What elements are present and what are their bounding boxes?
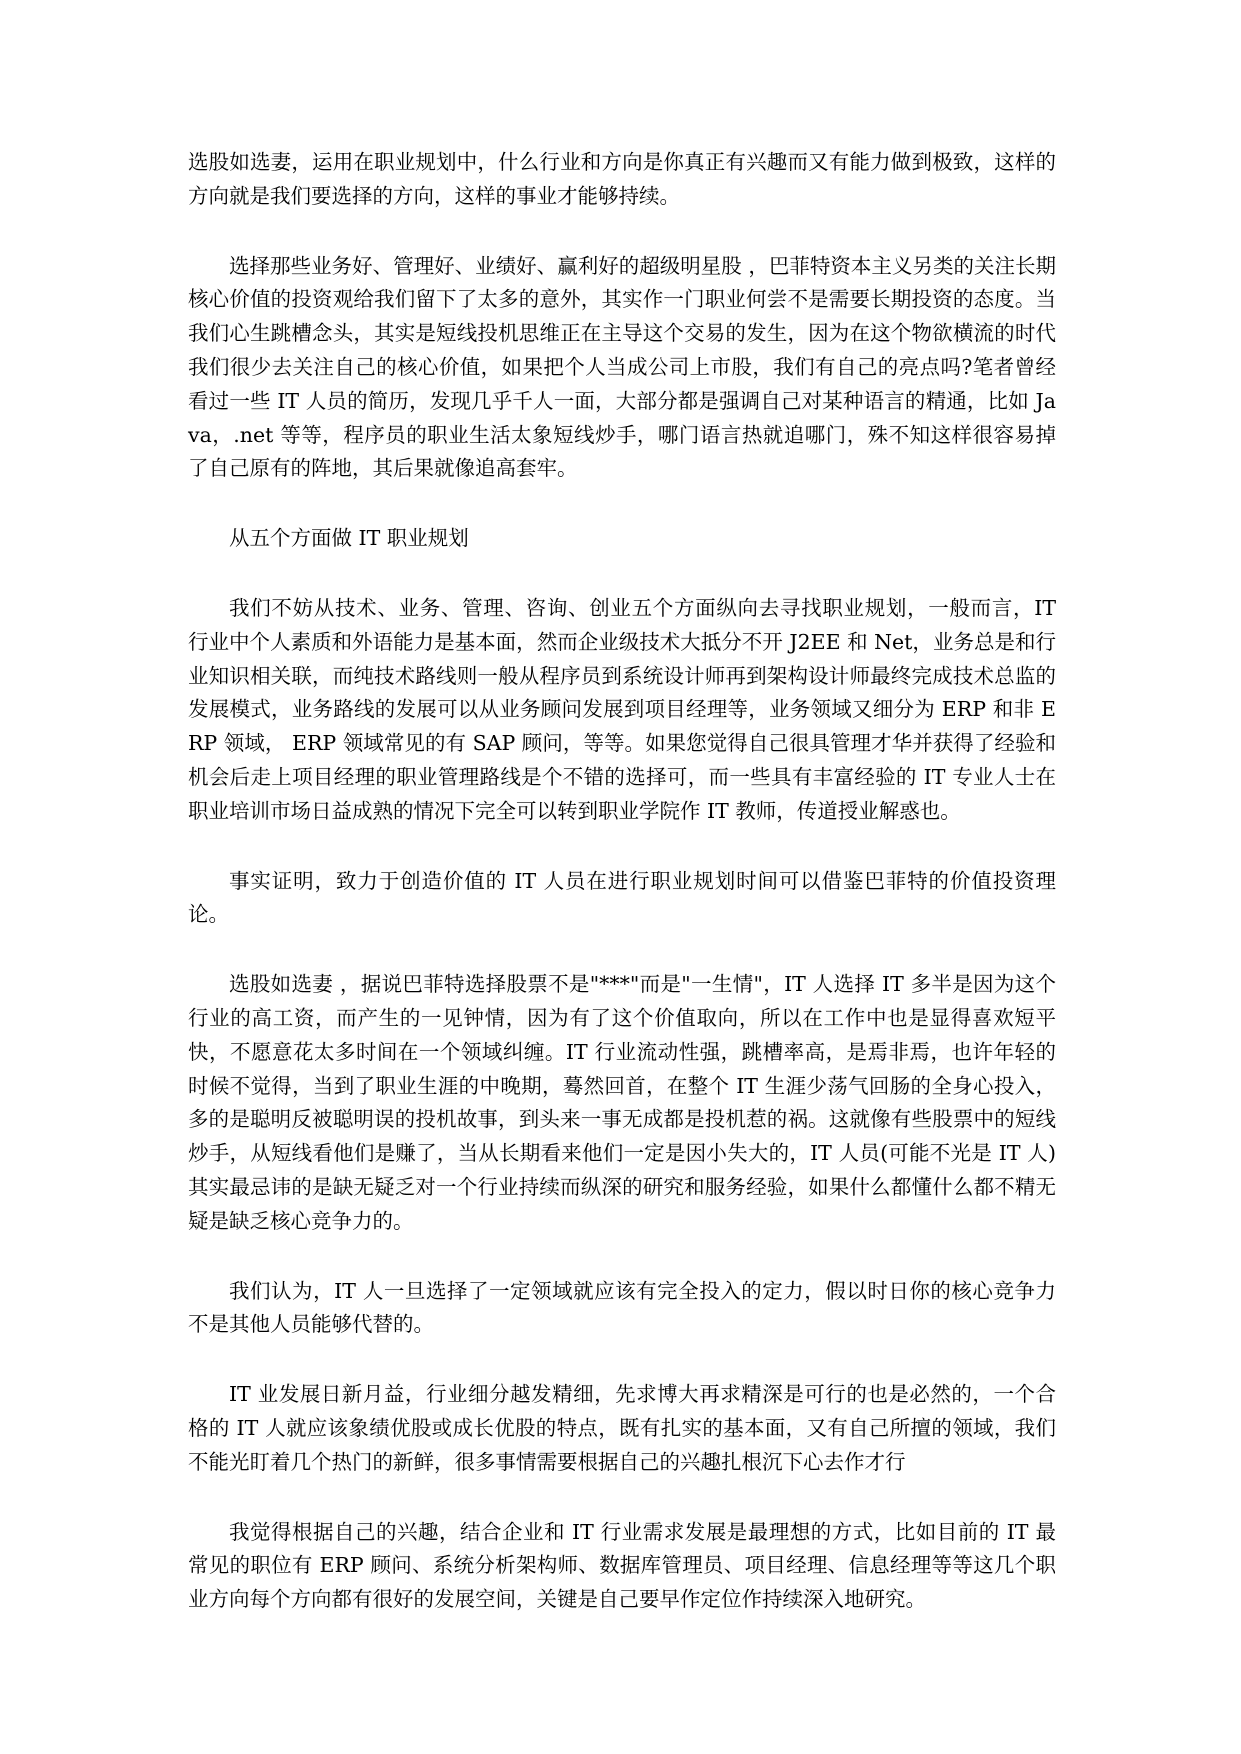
paragraph-interest: 我觉得根据自己的兴趣，结合企业和 IT 行业需求发展是最理想的方式，比如目前的 IT 最常见的职位有 ERP 顾问、系统分析架构师、数据库管理员、项目经理、信息经理等等这几个职业方向每个方向都有很好的发展空间，关键是自己要早作定位作持续深入地研究。 bbox=[188, 1519, 1056, 1612]
document-page bbox=[188, 146, 1056, 1653]
paragraph-superstar-stocks: 选择那些业务好、管理好、业绩好、赢利好的超级明星股 ，巴菲特资本主义另类的关注长期核心价值的投资观给我们留下了太多的意外，其实作一门职业何尝不是需要长期投资的态度。当我们心生跳槽念头，其实是短线投机思维正在主导这个交易的发生，因为在这个物欲横流的时代我们很少去关注自己的核心价值，如果把个人当成公司上市股，我们有自己的亮点吗?笔者曾经看过一些 IT 人员的简历，发现几乎千人一面，大部分都是强调自己对某种语言的精通，比如 Java，.net 等等，程序员的职业生活太象短线炒手，哪门语言热就追哪门，殊不知这样很容易掉了自己原有的阵地，其后果就像追高套牢。 bbox=[188, 253, 1056, 481]
paragraph-intro: 选股如选妻，运用在职业规划中，什么行业和方向是你真正有兴趣而又有能力做到极致，这样的方向就是我们要选择的方向，这样的事业才能够持续。 bbox=[188, 150, 1056, 208]
paragraph-we-think: 我们认为，IT 人一旦选择了一定领域就应该有完全投入的定力，假以时日你的核心竞争力不是其他人员能够代替的。 bbox=[188, 1278, 1056, 1337]
paragraph-five-aspects: 我们不妨从技术、业务、管理、咨询、创业五个方面纵向去寻找职业规划，一般而言，IT 行业中个人素质和外语能力是基本面，然而企业级技术大抵分不开 J2EE 和 Net，业务总是和行业知识相关联，而纯技术路线则一般从程序员到系统设计师再到架构设计师最终完成技术总监的发展模式，业务路线的发展可以从业务顾问发展到项目经理等，业务领域又细分为 ERP 和非 ERP 领域， ERP 领域常见的有 SAP 顾问，等等。如果您觉得自己很具管理才华并获得了经验和机会后走上项目经理的职业管理路线是个不错的选择可，而一些具有丰富经验的 IT 专业人士在职业培训市场日益成熟的情况下完全可以转到职业学院作 IT 教师，传道授业解惑也。 bbox=[188, 595, 1056, 823]
section-heading: 从五个方面做 IT 职业规划 bbox=[229, 526, 469, 551]
paragraph-facts-prove: 事实证明，致力于创造价值的 IT 人员在进行职业规划时间可以借鉴巴菲特的价值投资理论。 bbox=[188, 868, 1056, 927]
paragraph-it-development: IT 业发展日新月益，行业细分越发精细，先求博大再求精深是可行的也是必然的，一个合格的 IT 人就应该象绩优股或成长优股的特点，既有扎实的基本面，又有自己所擅的领域，我们不能光盯着几个热门的新鲜，很多事情需要根据自己的兴趣扎根沉下心去作才行 bbox=[188, 1382, 1056, 1474]
paragraph-choose-stock: 选股如选妻 ，据说巴菲特选择股票不是"***"而是"一生情"，IT 人选择 IT 多半是因为这个行业的高工资，而产生的一见钟情，因为有了这个价值取向，所以在工作中也是显得喜欢短平快，不愿意花太多时间在一个领域纠缠。IT 行业流动性强，跳槽率高，是焉非焉，也许年轻的时候不觉得，当到了职业生涯的中晚期，蓦然回首，在整个 IT 生涯少荡气回肠的全身心投入，多的是聪明反被聪明误的投机故事，到头来一事无成都是投机惹的祸。这就像有些股票中的短线炒手，从短线看他们是赚了，当从长期看来他们一定是因小失大的，IT 人员(可能不光是 IT 人)其实最忌讳的是缺无疑乏对一个行业持续而纵深的研究和服务经验，如果什么都懂什么都不精无疑是缺乏核心竞争力的。 bbox=[188, 972, 1056, 1233]
